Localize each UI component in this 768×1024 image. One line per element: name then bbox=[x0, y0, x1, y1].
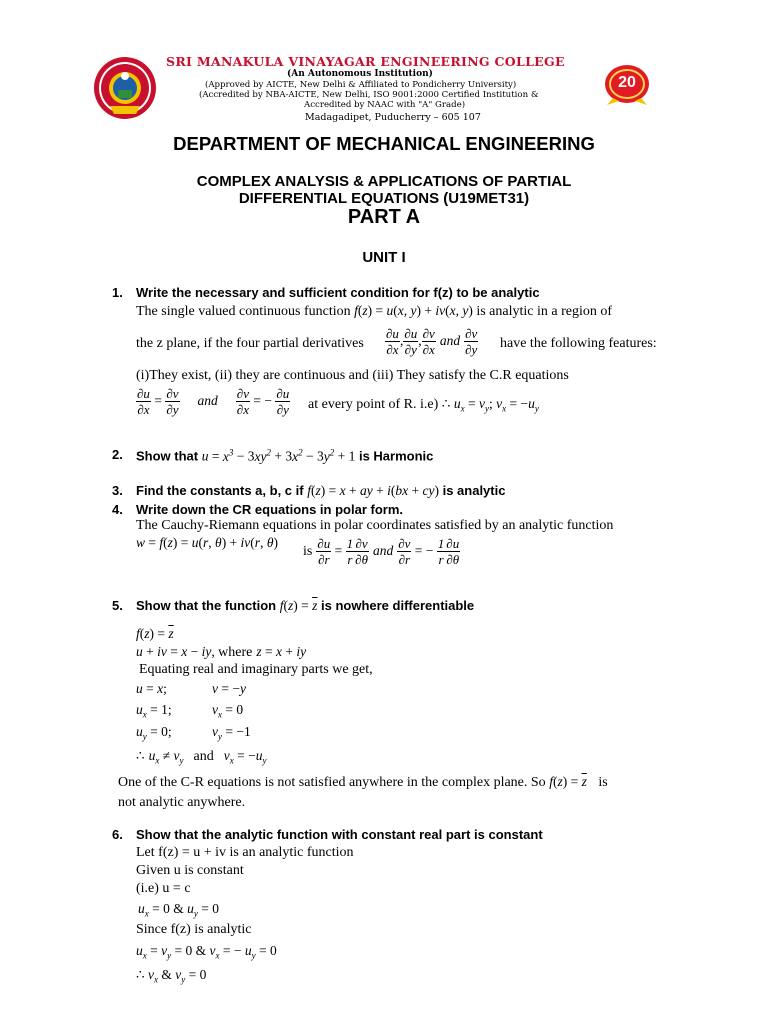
q1-line4: at every point of R. i.e) ∴ $u_x = v_y$; $v_x = -u_y$ bbox=[308, 396, 539, 414]
q1-line3: (i)They exist, (ii) they are continuous and (iii) They satisfy the C.R equations bbox=[136, 368, 569, 383]
q6-line1: Let f(z) = u + iv is an analytic function bbox=[136, 845, 354, 860]
q5-line-fz: $f(z) = \overline{z}$ bbox=[136, 626, 174, 641]
q6-number: 6. bbox=[112, 827, 123, 842]
q6-line2: Given u is constant bbox=[136, 863, 244, 878]
q3-question: Find the constants a, b, c if f(z) = x + ay + i(bx + cy) is analytic bbox=[136, 483, 506, 498]
q6-line3: (i.e) u = c bbox=[136, 881, 191, 896]
part-title: PART A bbox=[347, 206, 421, 228]
q5-number: 5. bbox=[112, 598, 123, 613]
anniversary-number: 20 bbox=[618, 74, 636, 91]
q1-number: 1. bbox=[112, 285, 123, 300]
q5-vx: $v_x = 0$ bbox=[212, 702, 244, 720]
q5-ux: $u_x = 1$; bbox=[136, 702, 172, 720]
q6-title: Show that the analytic function with constant real part is constant bbox=[136, 827, 543, 842]
q5-uy: $u_y = 0$; bbox=[136, 724, 172, 742]
unit-title: UNIT I bbox=[362, 249, 406, 266]
q1-line2-text: the z plane, if the four partial derivatives bbox=[136, 336, 364, 351]
q1-cr-equations: $\frac{\partial u}{\partial x}$ = $\frac{\partial v}{\partial y}$ and $\frac{\partial v}{\partial x}$ = − $\frac{\partial u}{\partial y}$ bbox=[137, 386, 290, 417]
q2-question: Show that $u = x^3 - 3xy^2 + 3x^2 - 3y^2 + 1$ is Harmonic bbox=[136, 447, 434, 464]
q4-line1: The Cauchy-Riemann equations in polar coordinates satisfied by an analytic function bbox=[136, 518, 614, 533]
q5-conclusion-2: not analytic anywhere. bbox=[118, 795, 246, 810]
q6-line7: ∴ $v_x$ & $v_y = 0$ bbox=[136, 967, 207, 985]
q5-conclusion-1: One of the C-R equations is not satisfied anywhere in the complex plane. So $f(z) = \overline{z}$ is bbox=[118, 774, 608, 790]
q5-vy: $v_y = -1$ bbox=[212, 724, 251, 742]
college-logo bbox=[92, 54, 158, 122]
q6-line4: $u_x = 0$ & $u_y = 0$ bbox=[138, 901, 219, 919]
college-name: SRI MANAKULA VINAYAGAR ENGINEERING COLLEGE bbox=[166, 54, 565, 69]
course-title-line-2: DIFFERENTIAL EQUATIONS (U19MET31) bbox=[238, 190, 530, 207]
q2-number: 2. bbox=[112, 447, 123, 462]
q4-title: Write down the CR equations in polar form. bbox=[136, 502, 403, 517]
accreditation-line-3: Accredited by NAAC with "A" Grade) bbox=[304, 100, 466, 110]
accreditation-line-2: (Accredited by NBA-AICTE, New Delhi, ISO 9001:2000 Certified Institution & bbox=[199, 90, 539, 100]
q1-title: Write the necessary and sufficient condition for f(z) to be analytic bbox=[136, 285, 540, 300]
q5-question: Show that the function $f(z) = \overline{z}$ is nowhere differentiable bbox=[136, 598, 475, 613]
q5-line-uiv: u + iv = x − iy, where z = x + iy bbox=[136, 644, 307, 660]
q4-number: 4. bbox=[112, 502, 123, 517]
q4-polar-equations: is $\frac{\partial u}{\partial r}$ = $\frac{1}{r}$ $\frac{\partial v}{\partial\theta}$ and $\frac{\partial v}{\partial r}$ = − $\frac{1}{r}$ $\frac{\partial u}{\partial\theta}$ bbox=[303, 536, 460, 567]
q1-partials: $\frac{\partial u}{\partial x}$ , $\frac{\partial u}{\partial y}$ , $\frac{\partial v}{\partial x}$ and $\frac{\partial v}{\partial y}$ bbox=[386, 326, 478, 357]
q3-number: 3. bbox=[112, 483, 123, 498]
q5-equating: Equating real and imaginary parts we get, bbox=[139, 662, 373, 677]
department-title: DEPARTMENT OF MECHANICAL ENGINEERING bbox=[173, 133, 595, 154]
q4-polar-cr: w = f(z) = u(r, θ) + iv(r, θ) bbox=[136, 535, 278, 550]
q5-v-eq: v = −y bbox=[212, 681, 246, 696]
course-title-line-1: COMPLEX ANALYSIS & APPLICATIONS OF PARTIAL bbox=[196, 173, 572, 190]
accreditation-line-1: (Approved by AICTE, New Delhi & Affiliated to Pondicherry University) bbox=[205, 80, 517, 90]
q1-line2-end: have the following features: bbox=[500, 336, 657, 351]
anniversary-badge bbox=[603, 64, 651, 106]
q1-line1: The single valued continuous function f(z) = u(x, y) + iv(x, y) is analytic in a region of bbox=[136, 303, 613, 319]
q5-therefore: ∴ $u_x \ne v_y$ and $v_x = -u_y$ bbox=[136, 748, 267, 766]
q6-line5: Since f(z) is analytic bbox=[136, 922, 252, 937]
college-subtitle: (An Autonomous Institution) bbox=[287, 69, 433, 79]
college-address: Madagadipet, Puducherry – 605 107 bbox=[305, 112, 481, 123]
q6-line6: $u_x = v_y = 0$ & $v_x$ = − $u_y = 0$ bbox=[136, 943, 277, 961]
q5-u-eq: u = x; bbox=[136, 681, 167, 696]
